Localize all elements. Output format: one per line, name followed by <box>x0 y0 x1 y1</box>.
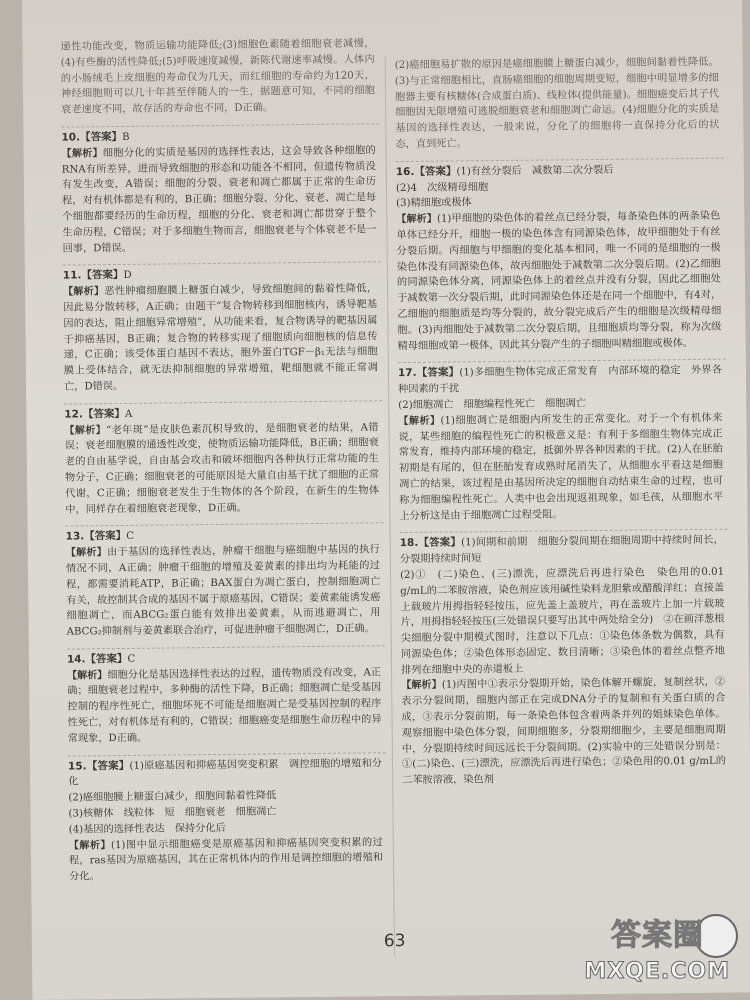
answer-line: (1)原癌基因和抑癌基因突变积累 调控细胞的增殖和分化 <box>68 757 383 789</box>
explanation-tag: 【解析】 <box>61 147 103 160</box>
explanation-text: “老年斑”是皮肤色素沉积导致的，是细胞衰老的结果，A错误；衰老细胞膜的通透性改变，使物质运输功能降低，B正确；细胞衰老的自由基学说，自由基会攻击和破坏细胞内各种执行正常功能的生物分子，C正确；细胞衰老的可能原因是大量自由基干扰了细胞的正常代谢，C正确；细胞衰老发生于生物体的各个阶段，在新生的生物体中，同样存在着细胞衰老现象，D正确。 <box>64 421 380 516</box>
q-number: 13. <box>65 530 85 543</box>
explanation-tag: 【解析】 <box>65 547 108 559</box>
carryover-paragraph <box>60 0 379 124</box>
watermark-domain: MXQE.COM <box>584 959 730 984</box>
site-watermark-logo <box>584 918 744 994</box>
answer-tag: 【答案】 <box>82 407 126 421</box>
question-18 <box>400 529 731 794</box>
answer-tag: 【答案】 <box>86 759 130 773</box>
carryover-text: 递性功能改变，物质运输功能降低;(3)细胞色素随着细胞衰老减慢，(4)有些酶的活性降低;(5)呼吸速度减慢，新陈代谢速率减慢。人体内的小肠绒毛上皮细胞的寿命仅为几天，而红细胞的寿命约为120天，神经细胞则可以几十年甚至伴随人的一生，据题意可知，不同的细胞衰老速度不同，故存活的寿命也不同，D正确。 <box>60 38 376 116</box>
right-column <box>394 0 730 794</box>
question-11 <box>63 262 382 401</box>
question-16 <box>396 157 726 359</box>
answer-value: C <box>126 531 135 543</box>
explanation-text: (1)图中显示细胞癌变是原癌基因和抑癌基因突变积累的过程，ras基因为原癌基因，其在正常机体内的作用是调控细胞的增殖和分化。 <box>68 836 384 883</box>
q-number: 11. <box>62 269 82 282</box>
answer-line: (1)有丝分裂后 减数第二次分裂后 <box>456 164 614 178</box>
explanation-tag: 【解析】 <box>68 839 112 852</box>
explanation-tag: 【解析】 <box>401 680 442 692</box>
question-13 <box>66 523 385 646</box>
answer-tag: 【答案】 <box>79 130 123 144</box>
answer-tag: 【答案】 <box>84 530 127 543</box>
q-number: 16. <box>395 165 415 178</box>
answer-line: (1)间期和前期 细胞分裂间期在细胞周期中持续时间长，分裂期持续时间短 <box>399 534 724 566</box>
answer-line: (2)① (二)染色、(三)漂洗，应漂洗后再进行染色 染色用的0.01 g/mL的二苯胺溶液，染色剂应该用碱性染料龙胆紫或醋酸洋红；直接盖上载玻片用拇指轻轻按压，应先盖上盖玻片，再在盖玻片上加一片载玻片，用拇指轻轻按压(三处错误只要写出其中两处给全分) ②在画洋葱根尖细胞分裂中期模式图时，注意以下几点：①染色体条数为偶数，具有同源染色体；②染色体形态固定、数目清晰；③染色体的着丝点整齐地排列在细胞中央的赤道板上 <box>399 566 725 676</box>
left-column <box>60 0 387 891</box>
answer-line: (2)4 次级精母细胞 <box>395 181 489 194</box>
explanation-text: 恶性肿瘤细胞膜上糖蛋白减少，导致细胞间的黏着性降低，因此易分散转移，A正确；由题干“复合物转移到细胞核内，诱导靶基因的表达，阻止细胞异常增殖”，从功能来看，复合物诱导的靶基因属于抑癌基因，B正确；复合物的转移实现了细胞质向细胞核的信息传递，C正确；该受体蛋白基因不表达，胞外蛋白TGF－β₁无法与细胞膜上受体结合，就无法抑制细胞的异常增殖，靶细胞就不能正常凋亡，D错误。 <box>63 283 378 393</box>
question-17 <box>398 359 728 529</box>
answer-line: (2)细胞凋亡 细胞编程性死亡 细胞凋亡 <box>398 398 586 412</box>
answer-value: D <box>123 270 132 282</box>
carryover-text: (2)癌细胞易扩散的原因是癌细胞膜上糖蛋白减少，细胞间黏着性降低。(3)与正常细胞相比，直肠癌细胞的细胞周期变短，细胞中明显增多的细胞器主要有核糖体(合成蛋白质)、线粒体(提供能量)。细胞癌变后其子代细胞因无限增殖可逃脱细胞衰老和细胞凋亡命运。(4)细胞分化的实质是基因的选择性表达，一般来说，分化了的细胞将一直保持分化后的状态，直到死亡。 <box>394 56 720 151</box>
answer-value: A <box>124 408 133 420</box>
answer-tag: 【答案】 <box>85 652 128 666</box>
explanation-text: (1)细胞凋亡是细胞内所发生的正常变化。对于一个有机体来说，某些细胞的编程性死亡的积极意义是：有利于多细胞生物体完成正常发育，维持内部环境的稳定，抵御外界各种因素的干扰。(2)人在胚胎初期是有尾的，但在胚胎发育成熟时尾消失了，从细胞水平看这是细胞凋亡的结果，该过程是由基因所决定的细胞自动结束生命的过程，也可称为细胞编程性死亡。人类中也会出现返祖现象，如毛孩，从细胞水平上分析这是由于细胞凋亡过程受阻。 <box>398 412 724 522</box>
explanation-tag: 【解析】 <box>398 415 441 427</box>
explanation-tag: 【解析】 <box>63 286 105 298</box>
explanation-tag: 【解析】 <box>67 669 108 682</box>
explanation-tag: 【解析】 <box>64 424 107 437</box>
q-number: 18. <box>399 537 419 550</box>
explanation-tag: 【解析】 <box>396 213 438 226</box>
question-12 <box>64 400 383 523</box>
question-14 <box>67 645 386 752</box>
q-number: 10. <box>61 131 81 144</box>
watermark-title: 答案圈 <box>611 918 704 953</box>
explanation-text: 细胞分化是基因选择性表达的过程，遗传物质没有改变，A正确；细胞衰老过程中，多种酶的活性下降，B正确；细胞凋亡是受基因控制的程序性死亡，细胞坏死不可能是细胞凋亡是受基因控制的程序性死亡，对有机体是有利的，C错误；细胞癌变是细胞生命历程中的异常现象，D正确。 <box>67 666 382 745</box>
q-number: 14. <box>66 653 86 666</box>
q-number: 15. <box>67 760 87 773</box>
q-number: 17. <box>397 367 417 380</box>
explanation-text: 细胞分化的实质是基因的选择性表达，这会导致各种细胞的RNA有所差异，进而导致细胞的形态和功能各不相同，但遗传物质没有发生改变，A错误；细胞的分裂、衰老和凋亡都属于正常的生命历程，对有机体都是有利的，B正确；细胞分裂、分化、衰老、凋亡是每个细胞都要经历的生命历程，细胞的分化、衰老和凋亡都贯穿于整个生命历程，C错误；对于多细胞生物而言，细胞衰老与个体衰老不是一回事，D错误。 <box>61 145 377 255</box>
explanation-text: 由于基因的选择性表达，肿瘤干细胞与癌细胞中基因的执行情况不同，A正确；肿瘤干细胞的增殖及姜黄素的排出均为耗能的过程，都需要消耗ATP，B正确；BAX蛋白为凋亡蛋白，控制细胞凋亡有关，故控制其合成的基因不属于原癌基因，C错误；姜黄素能诱发癌细胞凋亡，而ABCG₂蛋白能有效排出姜黄素，从而逃避凋亡，用ABCG₂抑制剂与姜黄素联合治疗，可促进肿瘤干细胞凋亡，D正确。 <box>65 544 381 638</box>
explanation-text: (1)丙图中①表示分裂期开始，染色体解开螺旋，复制丝状，②表示分裂间期，细胞内部正在完成DNA分子的复制和有关蛋白质的合成，③表示分裂前期，每一条染色体包含着两条并列的姐妹染色单体。观察细胞中染色体分裂，间期细胞多，分裂期细胞少，主要是细胞周期中，分裂期持续时间远远长于分裂间期。(2)实验中的三处错误分别是：①(二)染色、(三)漂洗，应漂洗后再进行染色；②染色用的0.01 g/mL的二苯胺溶液，染色剂 <box>401 677 727 787</box>
answer-tag: 【答案】 <box>81 269 124 282</box>
answer-line: (3)精细胞或极体 <box>396 197 472 210</box>
answer-value: B <box>121 131 130 143</box>
answer-line: (3)核糖体 线粒体 短 细胞衰老 细胞凋亡 <box>68 806 277 820</box>
answer-value: C <box>127 653 136 665</box>
book-page <box>22 0 750 1000</box>
answer-line: (1)多细胞生物体完成正常发育 内部环境的稳定 外界各种因素的干扰 <box>398 365 722 396</box>
explanation-text: (1)甲细胞的染色体的着丝点已经分裂，每条染色体的两条染色单体已经分开，细胞一极的染色体含有同源染色体，故甲细胞处于有丝分裂后期。丙细胞与甲细胞的变化基本相同，唯一不同的是细胞的一极染色体没有同源染色体，故丙细胞处于减数第二次分裂后期。(2)乙细胞的同源染色体分离，同源染色体上的着丝点并没有分裂，因此乙细胞处于减数第一次分裂后期，此时同源染色体还是在同一个细胞中，有4对，乙细胞的细胞质是均等分裂的，故分裂完成后产生的细胞是次级精母细胞。(3)丙细胞处于减数第二次分裂后期，且细胞质均等分裂，称为次级精母细胞或第一极体，因此其分裂产生的子细胞叫精细胞或极体。 <box>396 210 722 352</box>
answer-tag: 【答案】 <box>416 366 460 380</box>
page-number: 63 <box>383 931 406 952</box>
q-number: 12. <box>64 408 84 421</box>
answer-tag: 【答案】 <box>414 165 457 178</box>
answer-line: (2)癌细胞膜上糖蛋白减少，细胞间黏着性降低 <box>68 790 277 804</box>
carryover-paragraph <box>394 0 724 158</box>
answer-line: (4)基因的选择性表达 保持分化后 <box>68 822 226 836</box>
question-15 <box>68 752 387 891</box>
question-10 <box>61 123 380 262</box>
answer-tag: 【答案】 <box>418 536 462 550</box>
